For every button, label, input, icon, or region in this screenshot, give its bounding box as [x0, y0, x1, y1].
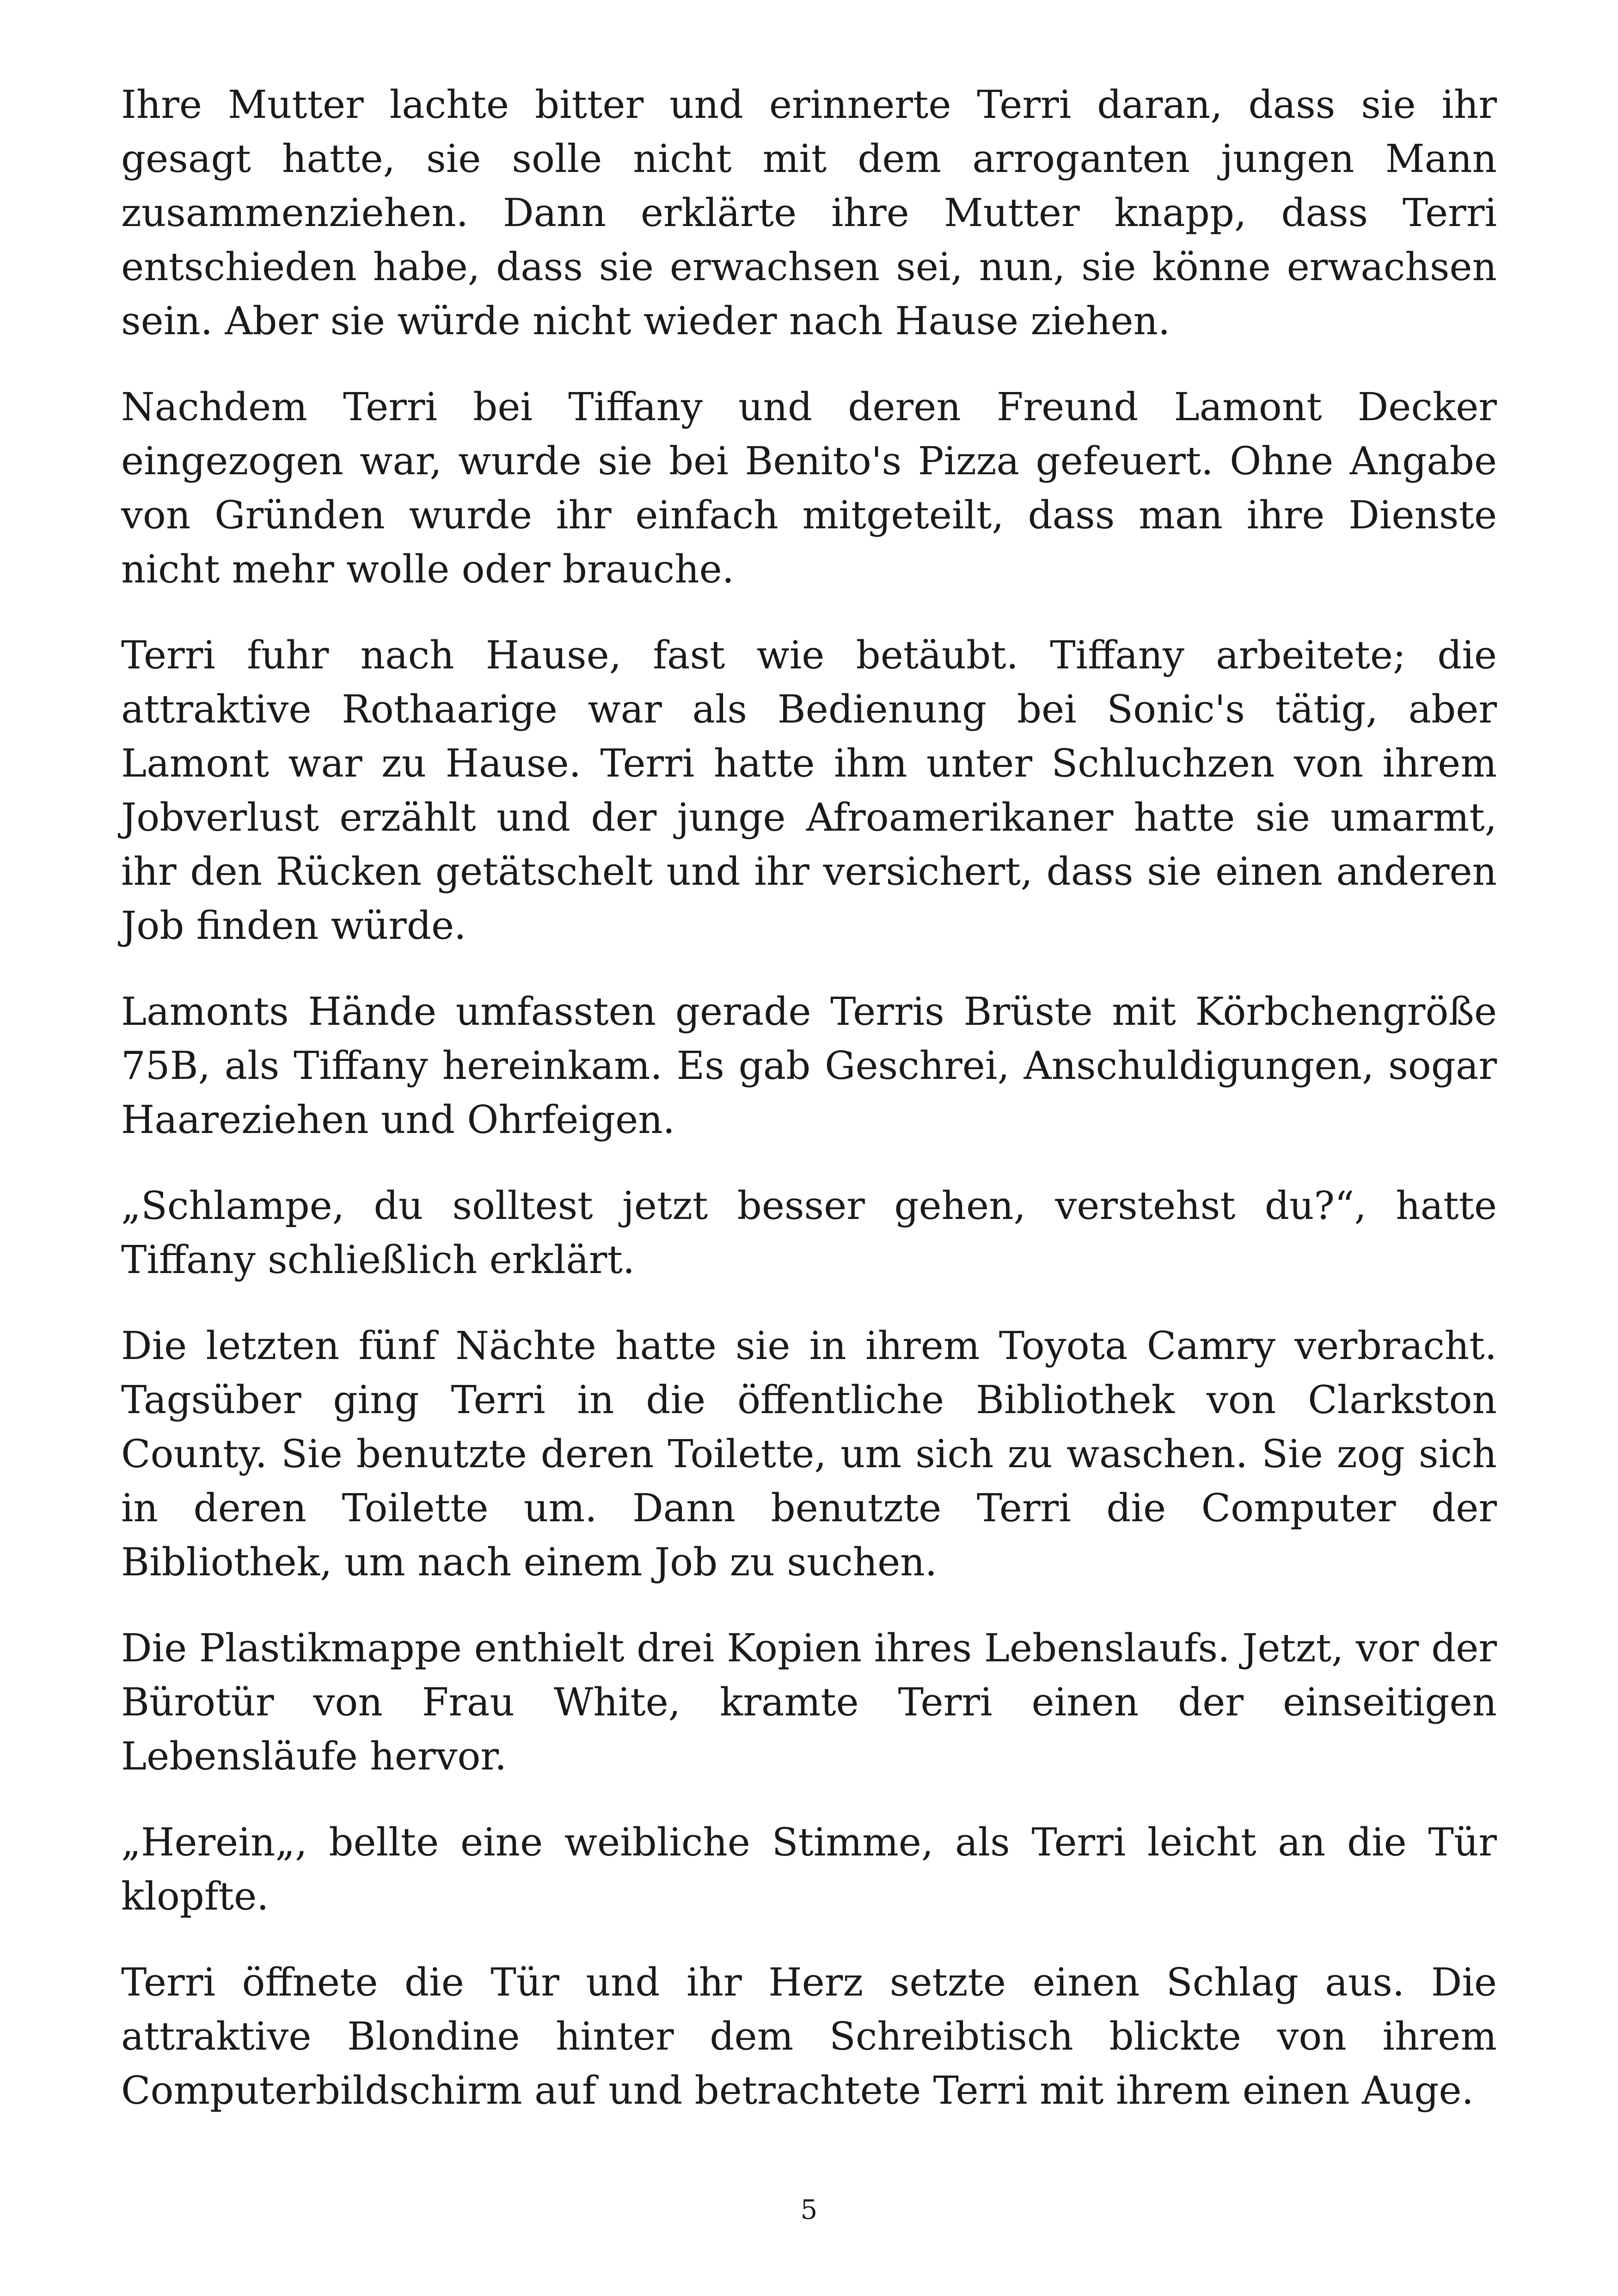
- paragraph-7: Die Plastikmappe enthielt drei Kopien ihres Lebenslaufs. Jetzt, vor der Bürotür von Frau White, kramte Terri einen der einseitigen Lebensläufe hervor.: [121, 1626, 1497, 1779]
- paragraph-3: Terri fuhr nach Hause, fast wie betäubt. Tiffany arbeitete; die attraktive Rothaarige war als Bedienung bei Sonic's tätig, aber Lamont war zu Hause. Terri hatte ihm unter Schluchzen von ihrem Jobverlust erzählt und der junge Afroamerikaner hatte sie umarmt, ihr den Rücken getätschelt und ihr versichert, dass sie einen anderen Job finden würde.: [121, 633, 1497, 948]
- paragraph-9: Terri öffnete die Tür und ihr Herz setzte einen Schlag aus. Die attraktive Blondine hinter dem Schreibtisch blickte von ihrem Computerbildschirm auf und betrachtete Terri mit ihrem einen Auge.: [121, 1960, 1497, 2113]
- paragraph-8: „Herein„, bellte eine weibliche Stimme, als Terri leicht an die Tür klopfte.: [121, 1820, 1497, 1919]
- paragraph-4: Lamonts Hände umfassten gerade Terris Brüste mit Körbchengröße 75B, als Tiffany hereinkam. Es gab Geschrei, Anschuldigungen, sogar Haareziehen und Ohrfeigen.: [121, 989, 1497, 1142]
- paragraph-6: Die letzten fünf Nächte hatte sie in ihrem Toyota Camry verbracht. Tagsüber ging Terri in die öffentliche Bibliothek von Clarkston County. Sie benutzte deren Toilette, um sich zu waschen. Sie zog sich in deren Toilette um. Dann benutzte Terri die Computer der Bibliothek, um nach einem Job zu suchen.: [121, 1323, 1497, 1585]
- paragraph-2: Nachdem Terri bei Tiffany und deren Freund Lamont Decker eingezogen war, wurde sie bei Benito's Pizza gefeuert. Ohne Angabe von Gründen wurde ihr einfach mitgeteilt, dass man ihre Dienste nicht mehr wolle oder brauche.: [121, 385, 1497, 592]
- page-number: 5: [800, 2194, 818, 2225]
- paragraph-5: „Schlampe, du solltest jetzt besser gehen, verstehst du?“, hatte Tiffany schließlich erklärt.: [121, 1183, 1497, 1282]
- page-body: [121, 78, 1497, 2149]
- paragraph-1: Ihre Mutter lachte bitter und erinnerte Terri daran, dass sie ihr gesagt hatte, sie solle nicht mit dem arroganten jungen Mann zusammenziehen. Dann erklärte ihre Mutter knapp, dass Terri entschieden habe, dass sie erwachsen sei, nun, sie könne erwachsen sein. Aber sie würde nicht wieder nach Hause ziehen.: [121, 82, 1497, 343]
